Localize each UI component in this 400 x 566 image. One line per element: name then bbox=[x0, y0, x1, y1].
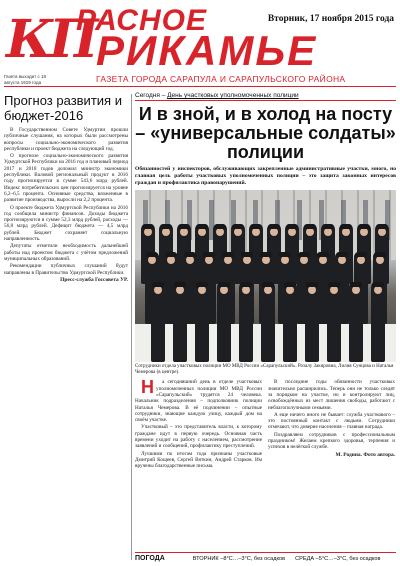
left-paragraph: О проекте бюджета Удмуртской Республики на 2016 год сообщила министр финансов. Доходы бюджета прогнозируются в сумме 52,3 млрд рублей, расходы — 56,8 млрд рублей. Дефицит бюджета — 4,5 млрд рублей. Бюджет сохраняет социальную направленность. bbox=[4, 204, 128, 243]
main-body bbox=[135, 379, 396, 470]
dropcap: Н bbox=[141, 377, 154, 398]
officer-figure bbox=[239, 282, 253, 362]
body-paragraph: А еще ничего иного не бывает: служба участкового – это постоянный контакт с людьми. Сотрудники отмечают, что доверие населения – главная награда. bbox=[268, 411, 395, 431]
left-article-signature: Пресс-служба Госсовета УР. bbox=[60, 276, 128, 283]
body-paragraph: Участковый – это представитель власти, к которому граждане идут в первую очередь. Основная часть времени уходит на работу с населением, рассмотрение заявлений и сообщений, профилактику преступлений. bbox=[135, 424, 262, 450]
main-article bbox=[135, 92, 396, 562]
weather-day-1: ВТОРНИК –8°С…–3°С, без осадков bbox=[192, 555, 286, 562]
column-divider bbox=[131, 94, 132, 560]
issue-date: Вторник, 17 ноября 2015 года bbox=[267, 14, 394, 24]
rubric-prefix: Сегодня – bbox=[135, 92, 168, 99]
main-lead: Обязанностей у инспекторов, обслуживающих закрепленные административные участки, много, но главная цель работы участковых уполномоченных полиции – это защита законных интересов граждан и профилактика правонарушений. bbox=[135, 166, 396, 186]
left-article-body bbox=[4, 127, 128, 283]
masthead-title-part1: РАСНОЕ bbox=[76, 4, 207, 37]
body-paragraph: В последние годы обязанности участковых значительно расширились. Теперь они не только следят за порядком на участке, но и контролируют лиц, освобождённых из мест лишения свободы, работают с неблагополучными семьями. bbox=[268, 379, 395, 411]
officer-figure bbox=[151, 282, 165, 362]
newspaper-logo bbox=[6, 9, 95, 72]
group-photo bbox=[135, 190, 396, 362]
photo-caption: Сотрудники отдела участковых полиции МО МВД России «Сарапульский». Розалу Закировна, Лилия Сунцова и Наталья Чемерова (в центре). bbox=[135, 364, 394, 376]
officer-figure bbox=[173, 282, 187, 362]
masthead-tagline: ГАЗЕТА ГОРОДА САРАПУЛА И САРАПУЛЬСКОГО РАЙОНА bbox=[96, 74, 346, 84]
left-paragraph: Депутаты отметили необходимость дальнейшей работы над проектом бюджета с учётом предложений муниципальных образований. bbox=[4, 243, 128, 262]
officer-figure bbox=[217, 282, 231, 362]
masthead bbox=[0, 0, 400, 92]
weather-day-2: СРЕДА –5°С…–3°С, без осадков bbox=[295, 555, 381, 562]
body-paragraph: а сегодняшний день в отделе участковых уполномоченных полиции МО МВД России «Сарапульский» трудятся 24 человека. Начальник подразделения – подполковник полиции Наталья Чемерова. В её подчинении – опытные сотрудники, знающие каждую улицу, каждый дом на своём участке. bbox=[135, 379, 262, 424]
officer-figure bbox=[195, 282, 209, 362]
main-article-signature: М. Родина. Фото автора. bbox=[335, 451, 395, 458]
masthead-title-part2: РИКАМЬЕ bbox=[96, 27, 318, 74]
officer-figure bbox=[327, 282, 341, 362]
officer-figure bbox=[261, 282, 275, 362]
body-paragraph: Лучшими по итогам года признаны участковые Дмитрий Кощеев, Сергей Вяткин, Андрей Старков. Им вручены благодарственные письма. bbox=[135, 450, 262, 470]
left-paragraph: О прогнозе социально-экономического развития Удмуртской Республики на 2016 год и плановый период 2017 и 2018 годов доложил министр экономики республики. Валовой региональный продукт в 2016 году прогнозируется в сумме 543,6 млрд рублей. Индекс потребительских цен прогнозируется на уровне 6,2–6,5 процента. Основные средства, вложенные в развитие производства, выросли на 2,2 процента. bbox=[4, 153, 128, 204]
left-paragraph: Рекомендации публичных слушаний будут направлены в Правительство Удмуртской Республики. bbox=[4, 263, 128, 276]
officer-figure bbox=[305, 282, 319, 362]
weather-title: ПОГОДА bbox=[135, 555, 165, 562]
weather-strip bbox=[135, 552, 396, 564]
main-headline: И в зной, и в холод на посту – «универсальные солдаты» полиции bbox=[135, 104, 396, 162]
body-paragraph: Поздравляем сотрудников с профессиональным праздником! Желаем крепкого здоровья, терпения и успехов в нелёгкой службе. bbox=[268, 431, 395, 451]
rubric-text: День участковых уполномоченных полиции bbox=[167, 92, 299, 99]
founded-note: Газета выходит с 18 августа 1919 года bbox=[4, 74, 46, 85]
logo-letters: КП bbox=[6, 9, 95, 70]
officer-figure bbox=[283, 282, 297, 362]
left-article bbox=[4, 94, 128, 560]
masthead-rule bbox=[4, 86, 396, 87]
left-article-heading: Прогноз развития и бюджет-2016 bbox=[4, 94, 122, 123]
rubric bbox=[135, 92, 396, 101]
main-body-col-2 bbox=[268, 379, 395, 470]
main-body-col-1 bbox=[135, 379, 262, 470]
officer-figure bbox=[371, 282, 385, 362]
left-paragraph: В Государственном Совете Удмуртии прошли публичные слушания, на которых были рассмотрены вопросы социально-экономического развития республики и проект бюджета на следующий год. bbox=[4, 127, 128, 152]
officer-figure bbox=[349, 282, 363, 362]
